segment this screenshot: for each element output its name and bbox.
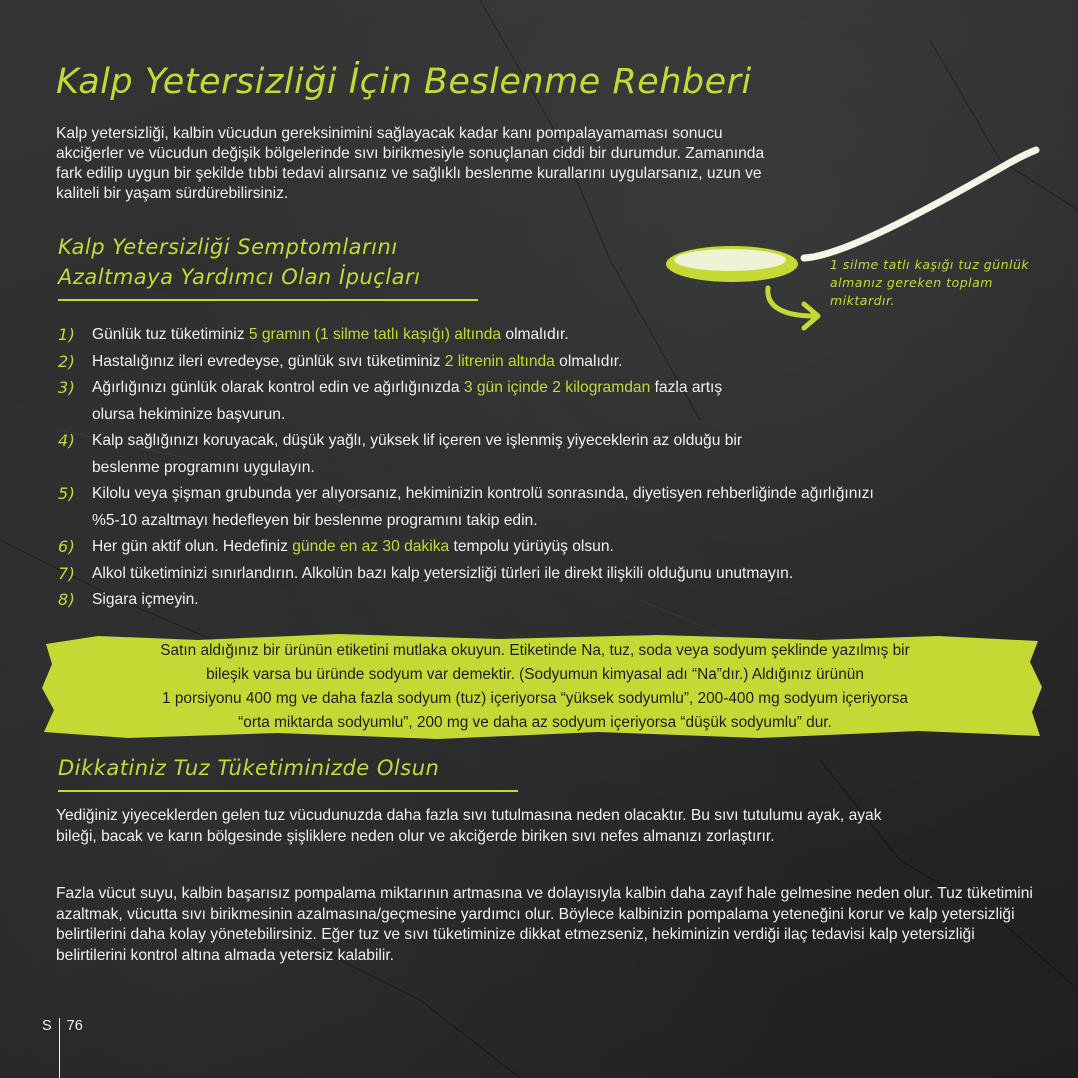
list-item-number: 2)	[58, 351, 76, 371]
list-item: 6) Her gün aktif olun. Hedefiniz günde en az 30 dakika tempolu yürüyüş olsun.	[58, 534, 1058, 561]
page-footer	[42, 1018, 83, 1078]
tip-highlight: 2 litrenin altında	[444, 352, 555, 370]
tip-highlight: 3 gün içinde 2 kilogramdan	[463, 379, 651, 396]
list-item: 2) Hastalığınız ileri evredeyse, günlük sıvı tüketiminiz 2 litrenin altında olmalıdır.	[58, 349, 1058, 376]
tips-list	[58, 322, 1058, 614]
page-title: Kalp Yetersizliği İçin Beslenme Rehberi	[56, 62, 752, 102]
tip-highlight: günde en az 30 dakika	[292, 538, 450, 555]
highlight-banner-text: Satın aldığınız bir ürünün etiketini mutlaka okuyun. Etiketinde Na, tuz, soda veya sodyum şeklinde yazılmış bir bileşik varsa bu üründe sodyum var demektir. (Sodyumun kimyasal adı “Na”dır.) Aldığınız ürünün 1 porsiyonu 400 mg ve daha fazla sodyum (tuz) içeriyorsa “yüksek sodyumlu”, 200-400 mg sodyum içeriyorsa “orta miktarda sodyumlu”, 200 mg ve daha az sodyum içeriyorsa “düşük sodyumlu” dur.	[160, 642, 910, 731]
list-item-number: 3)	[58, 378, 76, 397]
list-item: 7) Alkol tüketiminizi sınırlandırın. Alkolün bazı kalp yetersizliği türleri ile direkt ilişkili olduğunu unutmayın.	[58, 561, 1058, 588]
salt-paragraph-1: Yediğiniz yiyeceklerden gelen tuz vücudunuzda daha fazla sıvı tutulmasına neden olacaktır. Bu sıvı tutulumu ayak, ayak bileği, bacak ve karın bölgesinde şişliklere neden olur ve akciğerde biriken sıvı nefes almanızı zorlaştırır.	[56, 807, 882, 845]
list-item: 1) Günlük tuz tüketiminiz 5 gramın (1 silme tatlı kaşığı) altında olmalıdır.	[58, 322, 1058, 349]
salt-paragraph-2: Fazla vücut suyu, kalbin başarısız pompalama miktarının artmasına ve dolayısıyla kalbin daha zayıf hale gelmesine neden olur. Tuz tüketimini azaltmak, vücutta sıvı birikmesinin azalmasına/geçmesine yardımcı olur. Böylece kalbinizin pompalama yeteneğini korur ve kalp yetersizliği belirtilerini daha kolay yönetebilirsiniz. Eğer tuz ve sıvı tüketiminize dikkat etmezseniz, hekiminizin verdiği ilaç tedavisi kalp yetersizliği belirtilerini kontrol altına almada yetersiz kalabilir.	[56, 885, 1033, 964]
list-item-number: 8)	[58, 590, 76, 609]
list-item-number: 5)	[58, 484, 76, 503]
tips-heading-line2: Azaltmaya Yardımcı Olan İpuçları	[58, 265, 421, 289]
list-item-number: 6)	[58, 537, 76, 556]
salt-section-heading: Dikkatiniz Tuz Tüketiminizde Olsun	[58, 756, 440, 780]
list-item-number: 4)	[58, 431, 76, 450]
footer-letter: S	[42, 1018, 52, 1034]
list-item-number: 7)	[58, 563, 76, 583]
page-number: 76	[66, 1018, 83, 1034]
list-item: 3) Ağırlığınızı günlük olarak kontrol edin ve ağırlığınızda 3 gün içinde 2 kilogramdan fazla artış olursa hekiminize başvurun.	[58, 375, 732, 428]
tips-heading-line1: Kalp Yetersizliği Semptomlarını	[58, 235, 398, 259]
list-item: 4) Kalp sağlığınızı koruyacak, düşük yağlı, yüksek lif içeren ve işlenmiş yiyeceklerin az olduğu bir beslenme programını uygulayın.	[58, 428, 812, 481]
intro-paragraph: Kalp yetersizliği, kalbin vücudun gereksinimini sağlayacak kadar kanı pompalayamaması sonucu akciğerler ve vücudun değişik bölgelerinde sıvı birikmesiyle sonuçlanan ciddi bir durumdur. Zamanında fark edilip uygun bir şekilde tıbbi tedavi alırsanız ve sağlıklı beslenme kurallarını uygularsanız, uzun ve kaliteli bir yaşam sürdürebilirsiniz.	[56, 125, 765, 202]
salt-section-underline	[58, 790, 518, 792]
list-item-number: 1)	[58, 325, 76, 344]
list-item: 8) Sigara içmeyin.	[58, 587, 1058, 614]
tips-heading-underline	[58, 299, 478, 301]
spoon-note: 1 silme tatlı kaşığı tuz günlük almanız gereken toplam miktardır.	[830, 257, 1030, 308]
footer-divider	[59, 1018, 60, 1078]
tips-heading	[58, 232, 420, 292]
tip-highlight: 5 gramın (1 silme tatlı kaşığı) altında	[248, 326, 502, 343]
list-item: 5) Kilolu veya şişman grubunda yer alıyorsanız, hekiminizin kontrolü sonrasında, diyetisyen rehberliğinde ağırlığınızı %5-10 azaltmayı hedefleyen bir beslenme programını takip edin.	[58, 481, 892, 534]
